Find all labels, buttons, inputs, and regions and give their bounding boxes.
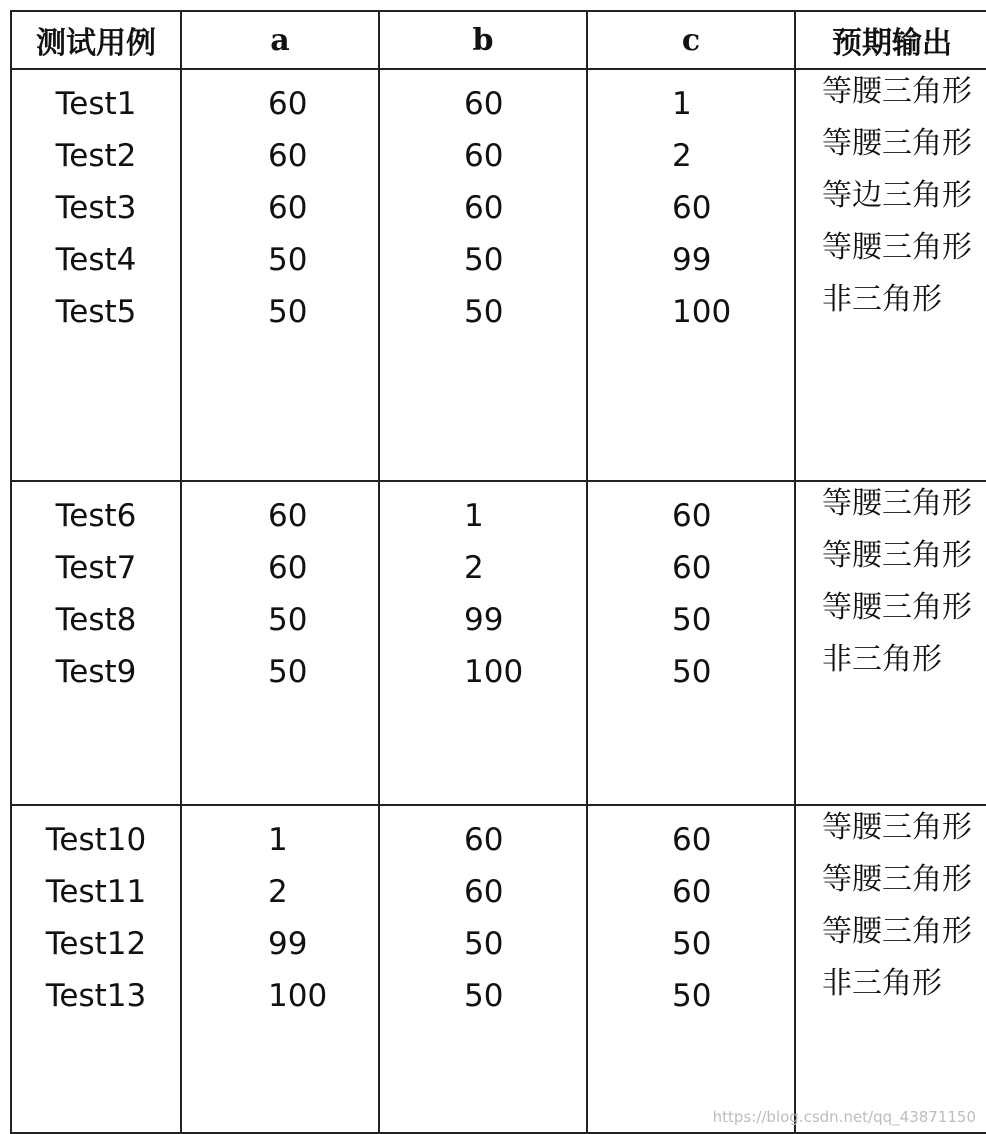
c-value: 60 — [672, 822, 712, 858]
header-a: a — [181, 11, 379, 69]
b-value: 50 — [464, 926, 504, 962]
c-value: 60 — [672, 498, 712, 534]
expected-output: 等腰三角形 — [822, 486, 972, 521]
expected-output: 等腰三角形 — [822, 538, 972, 573]
c-value: 100 — [672, 294, 732, 330]
b-value: 50 — [464, 294, 504, 330]
a-value: 2 — [268, 874, 288, 910]
c-value: 50 — [672, 654, 712, 690]
case-name: Test6 — [55, 498, 137, 534]
b-value: 60 — [464, 874, 504, 910]
case-name: Test3 — [55, 190, 137, 226]
b-value: 60 — [464, 138, 504, 174]
c-value: 60 — [672, 874, 712, 910]
expected-output: 等腰三角形 — [822, 126, 972, 161]
a-value: 100 — [268, 978, 328, 1014]
header-c: c — [587, 11, 795, 69]
a-value: 60 — [268, 86, 308, 122]
c-value: 50 — [672, 978, 712, 1014]
case-name: Test10 — [45, 822, 147, 858]
case-name: Test5 — [55, 294, 137, 330]
b-cell — [379, 481, 587, 805]
c-value: 50 — [672, 926, 712, 962]
case-name: Test11 — [45, 874, 147, 910]
b-value: 2 — [464, 550, 484, 586]
b-value: 50 — [464, 242, 504, 278]
table-row-group-1 — [11, 69, 986, 481]
c-value: 50 — [672, 602, 712, 638]
a-value: 60 — [268, 138, 308, 174]
c-value: 60 — [672, 190, 712, 226]
case-cell — [11, 69, 181, 481]
case-name: Test1 — [55, 86, 137, 122]
b-value: 60 — [464, 86, 504, 122]
c-cell — [587, 69, 795, 481]
case-name: Test8 — [55, 602, 137, 638]
a-value: 60 — [268, 498, 308, 534]
b-value: 100 — [464, 654, 524, 690]
case-name: Test12 — [45, 926, 147, 962]
expected-output: 等腰三角形 — [822, 914, 972, 949]
b-value: 50 — [464, 978, 504, 1014]
c-value: 99 — [672, 242, 712, 278]
a-value: 99 — [268, 926, 308, 962]
header-output: 预期输出 — [795, 11, 986, 69]
expected-output: 等腰三角形 — [822, 74, 972, 109]
expected-output: 等边三角形 — [822, 178, 972, 213]
a-value: 50 — [268, 242, 308, 278]
expected-output: 等腰三角形 — [822, 810, 972, 845]
a-value: 60 — [268, 550, 308, 586]
a-value: 50 — [268, 294, 308, 330]
table-row-group-3 — [11, 805, 986, 1133]
header-b: b — [379, 11, 587, 69]
expected-output: 非三角形 — [822, 966, 942, 1001]
b-cell — [379, 69, 587, 481]
case-cell — [11, 481, 181, 805]
table-row-group-2 — [11, 481, 986, 805]
c-cell — [587, 481, 795, 805]
c-value: 1 — [672, 86, 692, 122]
a-value: 60 — [268, 190, 308, 226]
b-value: 60 — [464, 190, 504, 226]
output-cell — [795, 69, 986, 481]
a-value: 50 — [268, 602, 308, 638]
expected-output: 非三角形 — [822, 642, 942, 677]
c-value: 2 — [672, 138, 692, 174]
case-name: Test2 — [55, 138, 137, 174]
case-name: Test9 — [55, 654, 137, 690]
case-cell — [11, 805, 181, 1133]
case-name: Test7 — [55, 550, 137, 586]
table-header-row — [11, 11, 986, 69]
watermark: https://blog.csdn.net/qq_43871150 — [712, 1108, 976, 1126]
expected-output: 等腰三角形 — [822, 230, 972, 265]
case-name: Test4 — [55, 242, 137, 278]
test-case-table-container — [10, 10, 978, 1128]
case-name: Test13 — [45, 978, 147, 1014]
output-cell — [795, 805, 986, 1133]
a-value: 50 — [268, 654, 308, 690]
b-cell — [379, 805, 587, 1133]
a-value: 1 — [268, 822, 288, 858]
expected-output: 等腰三角形 — [822, 590, 972, 625]
b-value: 99 — [464, 602, 504, 638]
a-cell — [181, 481, 379, 805]
expected-output: 非三角形 — [822, 282, 942, 317]
header-case: 测试用例 — [11, 11, 181, 69]
b-value: 60 — [464, 822, 504, 858]
a-cell — [181, 69, 379, 481]
expected-output: 等腰三角形 — [822, 862, 972, 897]
test-case-table — [10, 10, 986, 1134]
output-cell — [795, 481, 986, 805]
b-value: 1 — [464, 498, 484, 534]
c-cell — [587, 805, 795, 1133]
a-cell — [181, 805, 379, 1133]
c-value: 60 — [672, 550, 712, 586]
